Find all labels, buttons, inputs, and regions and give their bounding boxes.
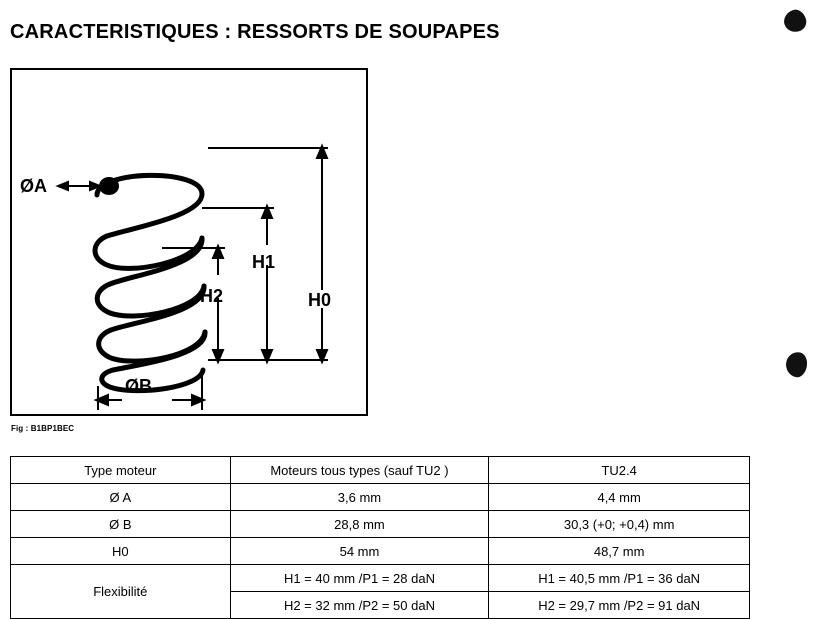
label-diameter-a: ØA [20,176,47,196]
ink-blob-top-icon [781,7,809,35]
cell-diameter-b-col2: 30,3 (+0; +0,4) mm [489,511,750,538]
valve-spring-diagram-icon [12,70,366,414]
cell-height-0-col1: 54 mm [230,538,489,565]
cell-flexibility-h2-col1: H2 = 32 mm /P2 = 50 daN [230,592,489,619]
page-title: CARACTERISTIQUES : RESSORTS DE SOUPAPES [10,21,500,44]
row-label-height-0: H0 [11,538,231,565]
cell-flexibility-h2-col2: H2 = 29,7 mm /P2 = 91 daN [489,592,750,619]
row-label-diameter-b: Ø B [11,511,231,538]
cell-diameter-a-col1: 3,6 mm [230,484,489,511]
row-label-diameter-a: Ø A [11,484,231,511]
figure-caption: Fig : B1BP1BEC [11,424,75,433]
label-height-2: H2 [200,286,224,306]
ink-blob-bottom-icon [784,350,810,379]
row-label-flexibility: Flexibilité [11,565,231,619]
spring-specifications-table [10,456,750,619]
table-row [11,565,750,592]
label-diameter-b: ØB [125,376,152,396]
header-col-2: TU2.4 [489,457,750,484]
label-height-0: H0 [308,290,332,310]
label-height-1: H1 [252,252,276,272]
cell-diameter-a-col2: 4,4 mm [489,484,750,511]
table-row [11,484,750,511]
header-col-1: Moteurs tous types (sauf TU2 ) [230,457,489,484]
table-row [11,511,750,538]
cell-height-0-col2: 48,7 mm [489,538,750,565]
header-row-label: Type moteur [11,457,231,484]
valve-spring-figure [10,68,368,416]
cell-diameter-b-col1: 28,8 mm [230,511,489,538]
wire-diameter-marker-icon [100,178,118,194]
cell-flexibility-h1-col2: H1 = 40,5 mm /P1 = 36 daN [489,565,750,592]
table-row [11,538,750,565]
cell-flexibility-h1-col1: H1 = 40 mm /P1 = 28 daN [230,565,489,592]
table-header-row [11,457,750,484]
